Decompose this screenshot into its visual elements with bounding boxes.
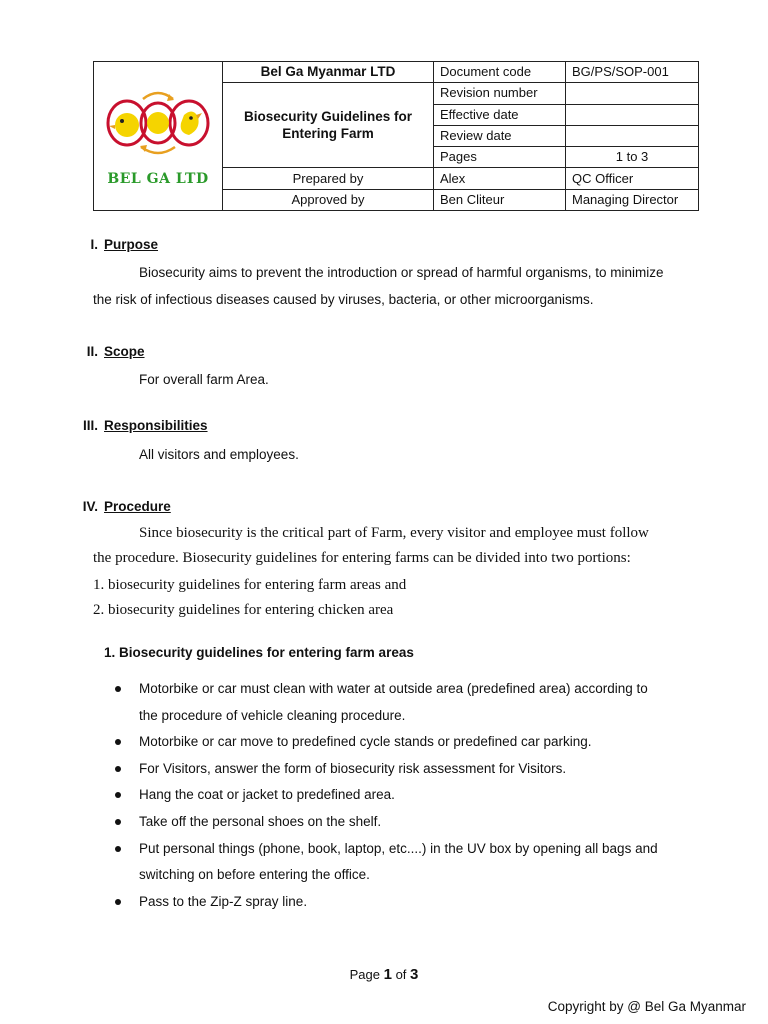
document-title: Biosecurity Guidelines for Entering Farm	[223, 83, 434, 168]
list-item	[113, 836, 703, 863]
list-item-continuation	[113, 862, 703, 889]
farm-area-guidelines-list	[113, 676, 703, 915]
page-number	[0, 966, 768, 983]
section-title: Scope	[104, 344, 145, 359]
section-heading-purpose	[90, 237, 159, 252]
bullet-icon	[115, 766, 121, 772]
of-word: of	[395, 967, 407, 982]
revision-number-value	[566, 83, 699, 104]
procedure-line-2: the procedure. Biosecurity guidelines for entering farms can be divided into two portions:	[93, 550, 631, 566]
section-number: I.	[90, 237, 98, 252]
page-total: 3	[410, 966, 419, 983]
list-item	[113, 756, 703, 783]
responsibilities-text: All visitors and employees.	[139, 447, 299, 462]
approved-by-title: Managing Director	[566, 189, 699, 210]
procedure-line-3: 1. biosecurity guidelines for entering farm areas and	[93, 577, 407, 593]
row-label: Pages	[434, 147, 566, 168]
bullet-icon	[115, 899, 121, 905]
page-current: 1	[383, 966, 392, 983]
list-item	[113, 889, 703, 916]
section-title: Purpose	[104, 237, 159, 252]
document-header-table	[93, 61, 699, 211]
company-name: Bel Ga Myanmar LTD	[223, 62, 434, 83]
list-item-text: For Visitors, answer the form of biosecurity risk assessment for Visitors.	[139, 760, 567, 776]
page-word: Page	[349, 967, 380, 982]
list-item-text: Motorbike or car must clean with water at outside area (predefined area) according to	[139, 681, 648, 696]
row-label: Review date	[434, 125, 566, 146]
prepared-by-title: QC Officer	[566, 168, 699, 189]
company-logo	[94, 62, 223, 211]
section-heading-scope	[86, 344, 145, 359]
effective-date-value	[566, 104, 699, 125]
row-label: Revision number	[434, 83, 566, 104]
list-item	[113, 782, 703, 809]
copyright-text: Copyright by @ Bel Ga Myanmar	[547, 999, 746, 1014]
section-number: III.	[82, 418, 98, 433]
purpose-text-line-2: the risk of infectious diseases caused by viruses, bacteria, or other microorganisms.	[93, 292, 594, 307]
list-item-text: Put personal things (phone, book, laptop, etc....) in the UV box by opening all bags and	[139, 840, 658, 856]
list-item	[113, 676, 703, 703]
bullet-icon	[115, 819, 121, 825]
row-label: Effective date	[434, 104, 566, 125]
row-label: Document code	[434, 62, 566, 83]
scope-text: For overall farm Area.	[139, 372, 269, 387]
list-item-text: Pass to the Zip-Z spray line.	[139, 893, 308, 909]
bullet-icon	[115, 792, 121, 798]
review-date-value	[566, 125, 699, 146]
approved-by-name: Ben Cliteur	[434, 189, 566, 210]
approved-by-label: Approved by	[223, 189, 434, 210]
list-item-text: the procedure of vehicle cleaning procedure.	[139, 707, 406, 723]
list-item-continuation	[113, 703, 703, 730]
list-item-text: switching on before entering the office.	[139, 867, 370, 883]
document-code-value: BG/PS/SOP-001	[566, 62, 699, 83]
list-item-text: Take off the personal shoes on the shelf.	[139, 813, 382, 829]
list-item-text: Motorbike or car move to predefined cycle stands or predefined car parking.	[139, 734, 592, 750]
bullet-icon	[115, 686, 121, 692]
list-item	[113, 729, 703, 756]
prepared-by-name: Alex	[434, 168, 566, 189]
pages-value: 1 to 3	[566, 147, 699, 168]
procedure-line-4: 2. biosecurity guidelines for entering chicken area	[93, 602, 394, 618]
section-title: Procedure	[104, 499, 171, 514]
list-item-text: Hang the coat or jacket to predefined area.	[139, 787, 395, 803]
section-heading-procedure	[82, 499, 171, 514]
section-title: Responsibilities	[104, 418, 208, 433]
bullet-icon	[115, 846, 121, 852]
prepared-by-label: Prepared by	[223, 168, 434, 189]
bullet-icon	[115, 739, 121, 745]
section-number: IV.	[82, 499, 98, 514]
procedure-line-1: Since biosecurity is the critical part of Farm, every visitor and employee must follow	[139, 525, 649, 541]
purpose-text-line-1: Biosecurity aims to prevent the introduction or spread of harmful organisms, to minimize	[139, 265, 664, 280]
chick-logo-icon	[103, 85, 213, 161]
logo-text: BEL GA LTD	[107, 170, 209, 187]
section-heading-responsibilities	[82, 418, 208, 433]
section-number: II.	[86, 344, 98, 359]
list-item	[113, 809, 703, 836]
sub-heading-farm-areas: 1. Biosecurity guidelines for entering farm areas	[104, 645, 414, 660]
